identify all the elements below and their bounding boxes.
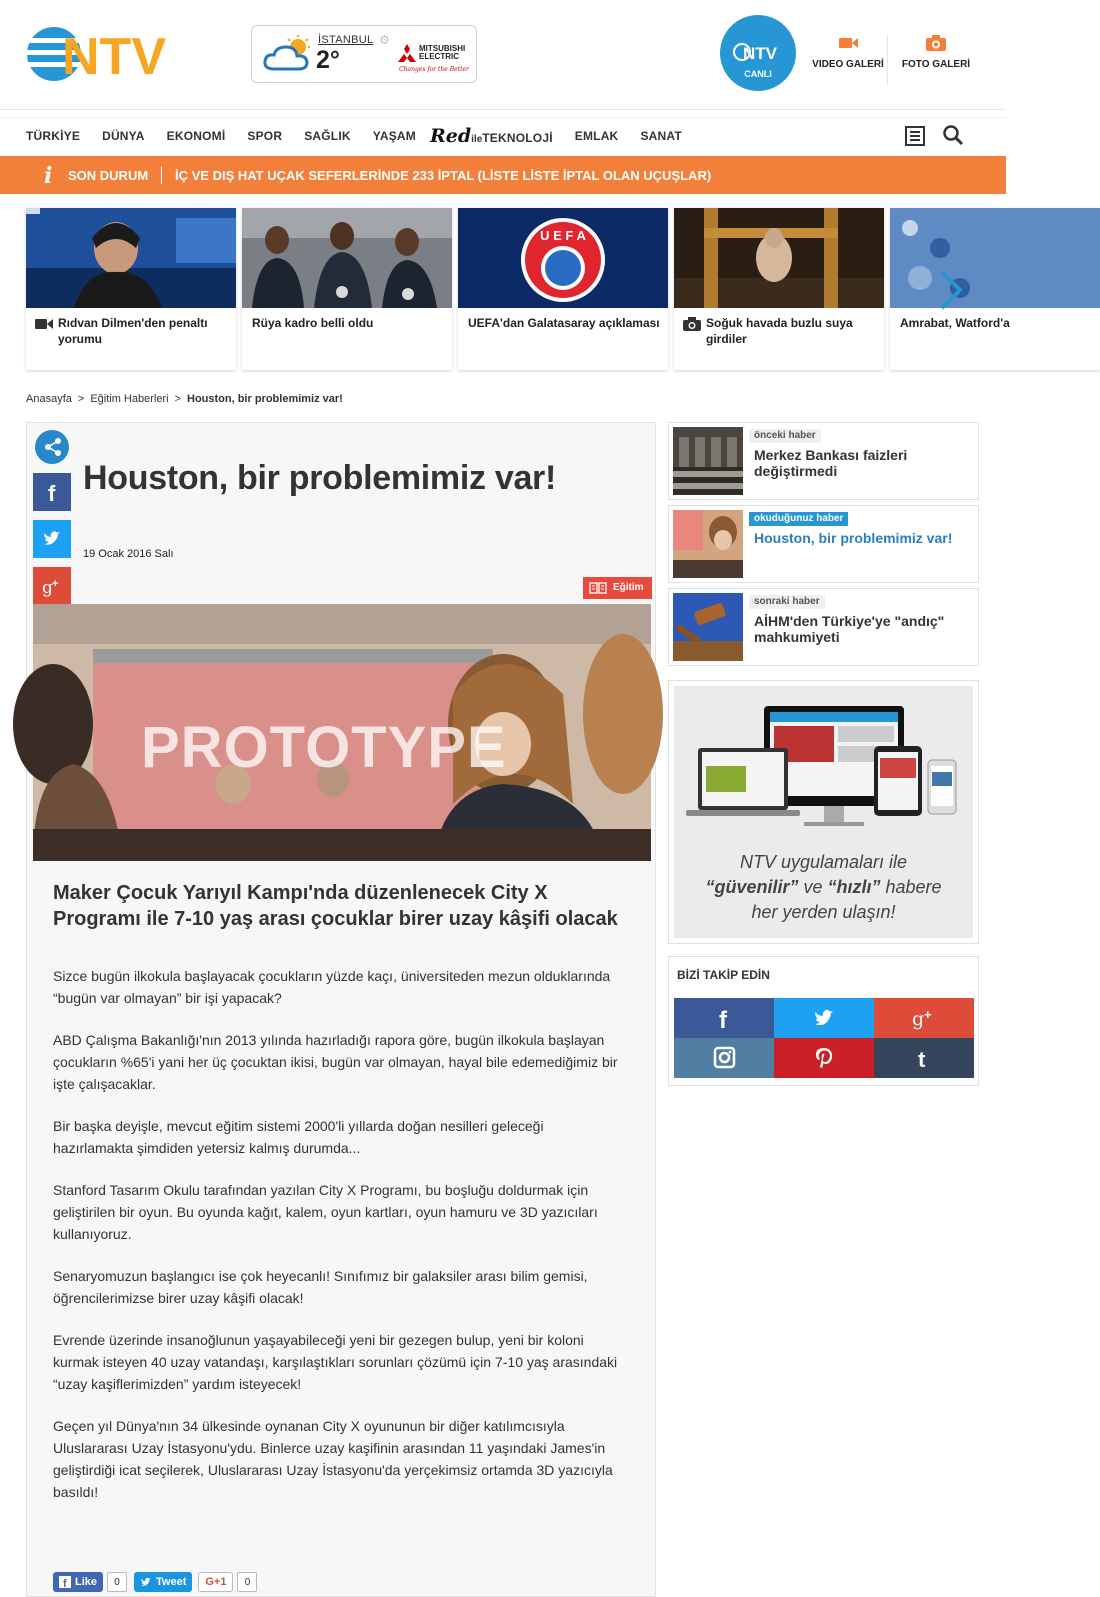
info-icon: i [44,163,53,189]
svg-text:f: f [48,481,56,506]
follow-instagram[interactable] [674,1038,774,1078]
news-nav-title[interactable]: Houston, bir problemimiz var! [754,530,953,546]
breadcrumb-separator: > [77,393,85,405]
facebook-icon [712,1007,736,1034]
carousel-caption[interactable]: Rıdvan Dilmen'den penaltı yorumu [58,316,208,346]
article-paragraph: Bir başka deyişle, mevcut eğitim sistemi 2000'li yıllarda doğan nesilleri geleceği hazırlamakta şimdiden yetersiz kalmış durumda... [53,1118,544,1156]
twitter-icon [140,1577,152,1588]
follow-pinterest[interactable] [774,1038,874,1078]
like-label: Like [75,1576,98,1588]
carousel-caption[interactable]: Rüya kadro belli oldu [252,316,374,330]
tweet-button[interactable] [134,1572,192,1592]
devices-illustration [674,686,973,846]
news-thumbnail [673,427,743,495]
tweet-label: Tweet [156,1576,187,1588]
carousel-image [458,208,668,308]
facebook-share-button[interactable] [33,473,71,511]
apps-banner-quote1: “güvenilir” [705,877,799,897]
current-news-link[interactable] [668,505,979,583]
ntv-logo[interactable] [26,24,181,84]
facebook-like-button[interactable] [53,1572,103,1592]
follow-twitter[interactable] [774,998,874,1038]
carousel-image [890,208,1100,308]
apps-banner-ve: ve [798,877,828,897]
carousel-card[interactable] [890,208,1100,370]
gplus-count: 0 [237,1572,257,1592]
gplus-share-button[interactable] [33,567,71,605]
weather-temperature: 2° [316,46,340,74]
article-title: Houston, bir problemimiz var! [83,459,557,497]
nav-item-red-teknoloji[interactable] [430,125,553,147]
news-thumbnail [673,593,743,661]
breaking-divider [161,166,162,184]
social-follow-grid [674,998,974,1078]
video-gallery-button[interactable] [808,30,888,82]
article-hero-image [33,604,651,861]
twitter-icon [42,529,62,549]
svg-text:NTV: NTV [62,28,166,86]
apps-banner-line3: her yerden ulaşın! [751,902,896,922]
mitsubishi-diamonds-icon [397,44,417,62]
news-nav-title[interactable]: Merkez Bankası faizleri değiştirmedi [754,447,908,479]
sponsor-name: MITSUBISHI ELECTRIC [419,44,466,61]
share-button[interactable] [35,430,69,464]
carousel-card[interactable] [674,208,884,370]
twitter-icon [812,1007,836,1029]
breadcrumb-separator: > [174,393,181,405]
carousel-card[interactable] [26,208,236,370]
twitter-share-button[interactable] [33,520,71,558]
news-nav-label: önceki haber [749,429,821,443]
follow-facebook[interactable] [674,998,774,1038]
photo-camera-icon [682,317,702,331]
instagram-icon [712,1047,736,1069]
article-paragraph: Senaryomuzun başlangıcı ise çok heyecanlı! Sınıfımız bir galaksiler arası bilim gemisi, öğrencilerimizse birer uzay kâşifi olacak! [53,1268,588,1306]
live-label: CANLI [744,69,772,79]
svg-text:f: f [63,1578,67,1590]
hero-image-text: PROTOTYPE [141,715,507,780]
previous-news-link[interactable] [668,422,979,500]
breaking-label: SON DURUM [68,168,149,183]
header-divider [887,35,888,85]
carousel-image [26,208,236,308]
weather-city[interactable]: İSTANBUL [318,34,374,46]
article-paragraph: ABD Çalışma Bakanlığı'nın 2013 yılında hazırladığı rapora göre, bugün ilkokula başlayan çocukların %65'i yani her üç çocuktan ikisi, bugün var olmayan, hayal bile edemediğimiz bir işte çalışacaklar. [53,1032,618,1092]
photo-gallery-label: FOTO GALERİ [901,59,971,70]
carousel-image [674,208,884,308]
breadcrumb-current: Houston, bir problemimiz var! [187,393,343,405]
news-carousel [26,208,1010,370]
ntv-apps-banner[interactable] [668,680,979,944]
nav-item-yasam[interactable]: YAŞAM [372,129,416,143]
google-plus-icon [42,576,62,596]
news-nav-label: okuduğunuz haber [749,512,848,526]
follow-title: BİZİ TAKİP EDİN [677,968,770,982]
video-gallery-label: VIDEO GALERİ [812,59,884,70]
next-news-link[interactable] [668,588,979,666]
pinterest-icon [812,1047,836,1069]
article-body [53,965,623,1523]
weather-widget[interactable] [251,25,477,83]
carousel-image [242,208,452,308]
facebook-icon [42,481,62,506]
nav-item-ekonomi[interactable]: EKONOMİ [166,129,226,143]
breadcrumb [26,393,349,405]
apps-banner-habere: habere [880,877,942,897]
article-paragraph: Sizce bugün ilkokula başlayacak çocukların yüzde kaçı, üniversiteden mezun olduklarında “bugün var olmayan” bir işi yapacak? [53,968,611,1006]
gear-icon[interactable]: ⚙ [379,33,390,47]
article-lead: Maker Çocuk Yarıyıl Kampı'nda düzenlenecek City X Programı ile 7-10 yaş arası çocuklar birer uzay kâşifi olacak [53,882,618,930]
article [26,422,656,1597]
nav-item-emlak[interactable]: EMLAK [574,129,619,143]
article-paragraph: Evrende üzerinde insanoğlunun yaşayabileceği yeni bir gezegen bulup, yeni bir koloni kurmak isteyen 40 uzay vatandaşı, karşılaştıkları sorunları çözümü için 7-10 yaş arasındaki “uzay kaşiflerimizden” yardım isteyecek! [53,1332,618,1392]
nav-item-saglik[interactable]: SAĞLIK [304,129,351,143]
nav-item-dunya[interactable]: DÜNYA [102,129,145,143]
carousel-next-arrow-icon[interactable] [936,268,966,312]
carousel-caption[interactable]: UEFA'dan Galatasaray açıklaması [468,316,660,330]
share-bar [33,430,71,614]
main-navigation [0,117,1006,153]
book-icon [589,582,607,594]
news-nav-label: sonraki haber [749,595,825,609]
sponsor-logo [395,42,473,76]
ntv-live-logo [733,42,783,62]
svg-text:NTV: NTV [743,44,777,63]
carousel-card[interactable] [242,208,452,370]
apps-banner-quote2: “hızlı” [827,877,881,897]
svg-text:t: t [918,1047,926,1072]
red-logo: Red [429,125,472,147]
nav-item-teknoloji: TEKNOLOJİ [482,131,553,145]
category-badge[interactable] [583,577,652,599]
article-paragraph: Stanford Tasarım Okulu tarafından yazılan City X Programı, bu boşluğu doldurmak için geliştirilen bir oyun. Bu oyunda kağıt, kalem, oyun kartları, oyun hamuru ve 3D yazıcıları kullanıyoruz. [53,1182,598,1242]
breadcrumb-home[interactable]: Anasayfa [26,393,72,405]
google-plus-icon [912,1007,936,1029]
site-header [0,0,1006,110]
carousel-caption[interactable]: Soğuk havada buzlu suya girdiler [706,316,853,346]
article-date: 19 Ocak 2016 Salı [83,548,174,560]
social-counters [53,1571,264,1593]
follow-tumblr[interactable] [874,1038,974,1078]
svg-text:+: + [52,578,59,590]
photo-camera-icon [925,35,947,51]
share-icon [43,437,63,457]
nav-item-turkiye[interactable]: TÜRKİYE [26,129,81,143]
apps-banner-line1: NTV uygulamaları ile [739,852,908,872]
news-nav-title[interactable]: AİHM'den Türkiye'ye "andıç" mahkumiyeti [754,613,945,645]
video-camera-icon [837,35,859,51]
follow-us-box [668,956,979,1086]
like-count: 0 [107,1572,127,1592]
tumblr-icon [912,1047,936,1072]
svg-text:f: f [719,1007,727,1034]
breaking-headline[interactable]: İÇ VE DIŞ HAT UÇAK SEFERLERİNDE 233 İPTAL (LİSTE LİSTE İPTAL OLAN UÇUŞLAR) [175,168,712,183]
carousel-caption[interactable]: Amrabat, Watford'a [900,316,1010,330]
svg-text:g: g [42,578,53,598]
follow-google-plus[interactable] [874,998,974,1038]
news-list-icon[interactable] [904,125,926,147]
svg-text:U E F A: U E F A [540,228,586,243]
breaking-news-bar[interactable] [0,156,1006,194]
live-tv-button[interactable] [720,15,796,91]
svg-text:g: g [912,1008,925,1030]
breadcrumb-category[interactable]: Eğitim Haberleri [90,393,169,405]
nav-item-spor[interactable]: SPOR [247,129,283,143]
nav-item-sanat[interactable]: SANAT [640,129,682,143]
sponsor-tagline: Changes for the Better [399,66,469,73]
facebook-icon [59,1576,71,1588]
carousel-card[interactable] [458,208,668,370]
photo-gallery-button[interactable] [896,30,976,82]
gplus-button[interactable]: G+1 [198,1572,233,1592]
category-label: Eğitim [613,582,644,593]
apps-banner-text [674,850,973,925]
partly-cloudy-icon [262,35,318,73]
search-icon[interactable] [942,124,964,146]
article-paragraph: Geçen yıl Dünya'nın 34 ülkesinde oynanan City X oyununun bir diğer katılımcısıyla Uluslararası Uzay İstasyonu'ydu. Binlerce uzay kaşifinin arasından 11 yaşındaki James'in geliştirdiği icat seçilerek, Uluslararası Uzay İstasyonu'da yerçekimsiz ortamda 3D yazıcıyla basıldı! [53,1418,613,1500]
video-camera-icon [34,317,54,331]
svg-text:+: + [924,1007,932,1022]
news-thumbnail [673,510,743,578]
red-ile-label: ile [471,134,483,145]
